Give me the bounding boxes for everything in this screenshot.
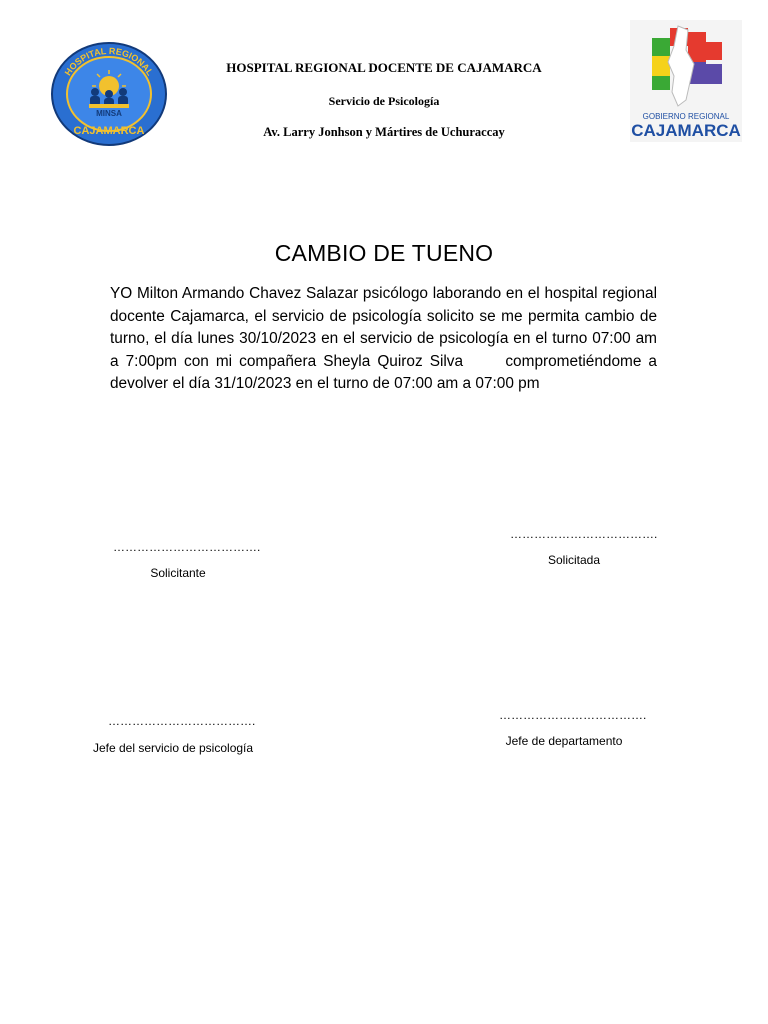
- signature-label-solicitante: Solicitante: [150, 566, 206, 580]
- hospital-logo-center-text: MINSA: [96, 109, 122, 118]
- signature-line-solicitada: ……………………………….: [510, 527, 658, 541]
- gobierno-regional-logo: [630, 20, 742, 142]
- signature-label-jefe-departamento: Jefe de departamento: [505, 734, 623, 748]
- address: Av. Larry Jonhson y Mártires de Uchuraccay: [263, 125, 505, 139]
- hospital-logo-ring-text: HOSPITAL REGIONAL: [62, 45, 156, 78]
- signature-line-jefe-departamento: ……………………………….: [499, 708, 647, 722]
- signature-label-solicitada: Solicitada: [547, 553, 601, 567]
- institution-name: HOSPITAL REGIONAL DOCENTE DE CAJAMARCA: [226, 60, 542, 75]
- signature-line-jefe-servicio: ……………………………….: [108, 714, 256, 728]
- gobierno-logo-line2: CAJAMARCA: [631, 121, 741, 140]
- document-body: YO Milton Armando Chavez Salazar psicólogo laborando en el hospital regional docente Cajamarca, el servicio de psicología solicito se me permita cambio de turno, el día lunes 30/10/2023 en el servicio de psicología en el turno 07:00 am a 7:00pm con mi compañera Sheyla Quiroz Silva comprometiéndome a devolver el día 31/10/2023 en el turno de 07:00 am a 07:00 pm: [110, 285, 662, 392]
- service-name: Servicio de Psicología: [328, 94, 440, 108]
- hospital-logo-bottom-text: CAJAMARCA: [73, 125, 145, 137]
- signature-label-jefe-servicio: Jefe del servicio de psicología: [92, 741, 254, 755]
- document-title: CAMBIO DE TUENO: [274, 240, 494, 266]
- gobierno-logo-line1: GOBIERNO REGIONAL: [642, 112, 730, 121]
- signature-line-solicitante: ……………………………….: [113, 540, 261, 554]
